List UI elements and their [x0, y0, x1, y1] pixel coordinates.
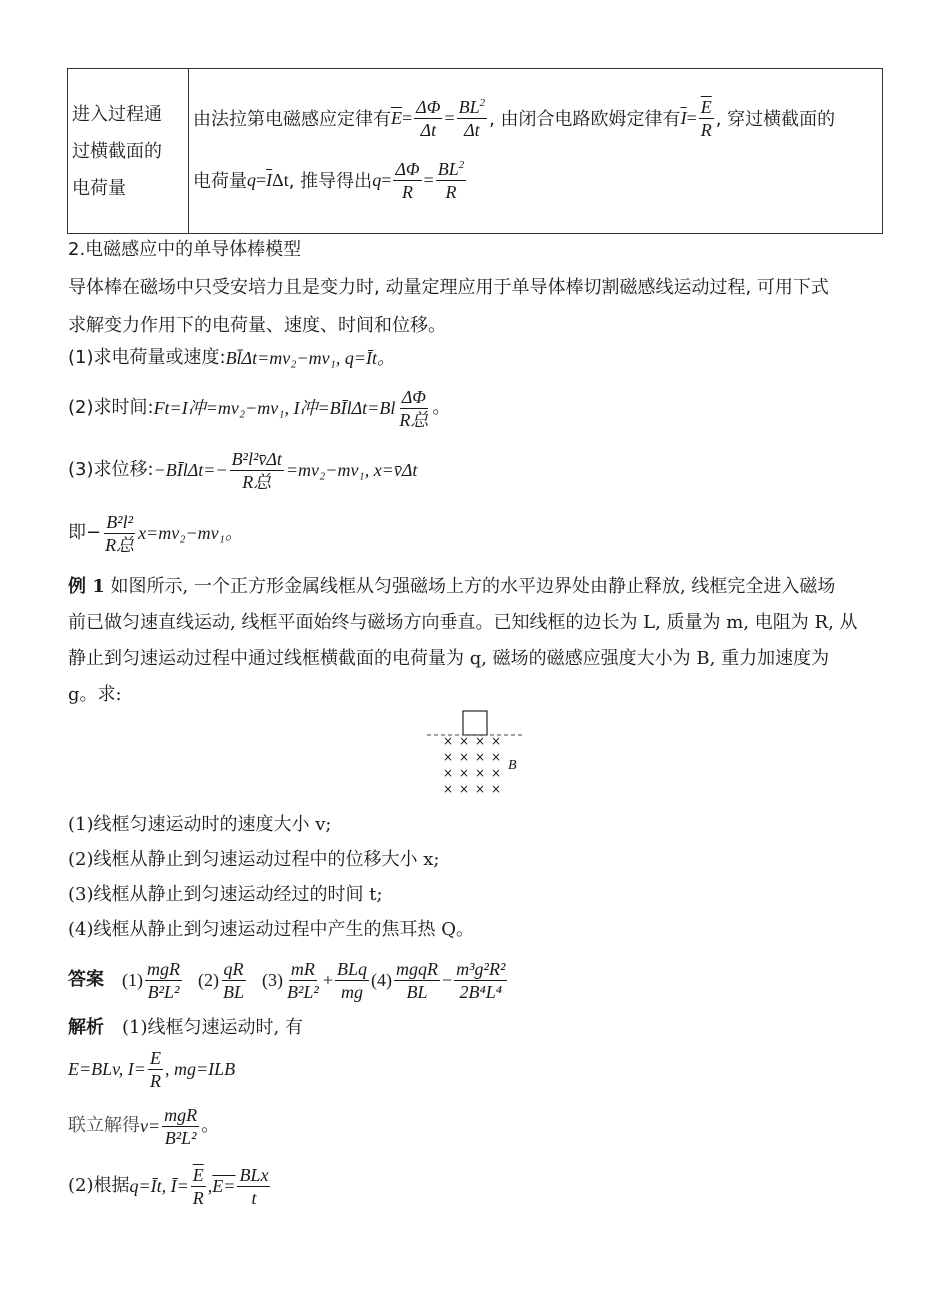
- field-cross: ×: [491, 782, 502, 796]
- equals: =: [686, 107, 697, 128]
- emf-symbol: $\overline{E}$: [391, 107, 402, 128]
- field-cross: ×: [491, 734, 502, 748]
- field-cross: ×: [491, 766, 502, 780]
- current-symbol: $\overline{I}$: [680, 107, 687, 128]
- field-cross: ×: [491, 750, 502, 764]
- fraction: $\frac{\text{m³g²R²}}{\text{2B⁴L⁴}}$: [456, 958, 506, 1002]
- answer-label: 答案: [68, 969, 104, 990]
- text: 由法拉第电磁感应定律有: [193, 109, 391, 130]
- field-cross: ×: [459, 750, 470, 764]
- formula-4: 即− $\frac{\text{B²l²}}{\text{R总}}$ x=mv₂−mv₁。: [68, 511, 243, 555]
- fraction: $\frac{\text{B²l²}}{\text{R总}}$: [105, 511, 135, 555]
- fraction: $\frac{\text{BLq}}{mg}$: [336, 958, 367, 1002]
- text: , 穿过横截面的: [715, 109, 836, 130]
- field-label: B: [508, 758, 517, 773]
- equals: =: [381, 169, 392, 190]
- field-cross: ×: [443, 766, 454, 780]
- analysis-label: 解析: [68, 1017, 104, 1038]
- analysis-line-1: 解析 (1)线框匀速运动时, 有: [68, 1017, 303, 1038]
- analysis-line-3: 联立解得 v= $\frac{\text{mgR}}{\text{B²L²}}$ 。: [68, 1104, 220, 1148]
- answer-line: 答案 (1) $\frac{\text{mgR}}{\text{B²L²}}$ (2) $\frac{qR}{BL}$ (3) $\frac{mR}{\text{B²L²}}$ + $\frac{\text{BLq}}{mg}$ (4) $\frac{\text{mgqR}}{BL}$ − $\frac{\text{m³g²R²}}{\text{2B⁴L⁴}}$: [68, 958, 506, 1002]
- field-cross: ×: [459, 734, 470, 748]
- question-4: (4)线框从静止到匀速运动过程中产生的焦耳热 Q。: [68, 919, 474, 940]
- question-2: (2)线框从静止到匀速运动过程中的位移大小 x;: [68, 849, 440, 870]
- fraction: $\frac{\text{mgqR}}{BL}$: [396, 958, 438, 1002]
- field-cross: ×: [475, 734, 486, 748]
- example-label: 例 1: [68, 576, 105, 597]
- section-heading: 2.电磁感应中的单导体棒模型: [68, 239, 302, 260]
- intro-line: 求解变力作用下的电荷量、速度、时间和位移。: [68, 315, 446, 336]
- fraction: $\frac{\overline{E}}{R}$: [192, 1164, 204, 1208]
- fraction: $\frac{\Delta\Phi}{\text{R总}}$: [399, 386, 429, 430]
- analysis-line-2: E=BLv, I= $\frac{E}{R}$ , mg=ILB: [68, 1047, 236, 1091]
- left-label-line: 进入过程通: [72, 103, 162, 125]
- question-3: (3)线框从静止到匀速运动经过的时间 t;: [68, 884, 383, 905]
- fraction: $\frac{\overline{E}}{R}$: [700, 96, 712, 140]
- field-cross: ×: [443, 782, 454, 796]
- question-1: (1)线框匀速运动时的速度大小 v;: [68, 814, 332, 835]
- fraction: $\frac{\Delta\Phi}{\Delta t}$: [416, 96, 441, 140]
- table-row-1: [193, 89, 881, 147]
- fraction: $\frac{\text{mgR}}{\text{B²L²}}$: [164, 1104, 198, 1148]
- equals: =: [423, 169, 434, 190]
- intro-line: 导体棒在磁场中只受安培力且是变力时, 动量定理应用于单导体棒切割磁感线运动过程, 可用下式: [68, 277, 829, 298]
- table-right-cell: [189, 69, 883, 234]
- equals: =: [256, 169, 267, 190]
- field-cross: ×: [443, 734, 454, 748]
- symbol: $\overline{I}$: [266, 169, 273, 190]
- fraction: $\frac{\text{B²l²v̄Δt}}{\text{R总}}$: [231, 448, 282, 492]
- magnetic-field-diagram: [425, 710, 535, 800]
- text: , 由闭合电路欧姆定律有: [489, 109, 681, 130]
- fraction: $\frac{\text{BLx}}{t}$: [239, 1164, 269, 1208]
- symbol: q: [372, 169, 382, 190]
- equals: =: [402, 107, 413, 128]
- field-cross: ×: [459, 766, 470, 780]
- example-line-3: 静止到匀速运动过程中通过线框横截面的电荷量为 q, 磁场的磁感应强度大小为 B, 重力加速度为: [68, 648, 830, 669]
- field-cross: ×: [459, 782, 470, 796]
- analysis-line-4: (2)根据 q=Īt, Ī= $\frac{\overline{E}}{R}$ , E= $\frac{\text{BLx}}{t}$: [68, 1164, 269, 1208]
- fraction: $\frac{\Delta\Phi}{R}$: [395, 158, 420, 202]
- example-line-1: 例 1 如图所示, 一个正方形金属线框从匀强磁场上方的水平边界处由静止释放, 线框完全进入磁场: [68, 576, 836, 597]
- field-cross: ×: [443, 750, 454, 764]
- equals: =: [444, 107, 455, 128]
- field-cross: ×: [475, 766, 486, 780]
- summary-table: [67, 68, 883, 234]
- fraction: $\frac{BL^2}{R}$: [437, 158, 465, 202]
- formula-3: (3)求位移: −BĪlΔt=− $\frac{\text{B²l²v̄Δt}}{\text{R总}}$ =mv₂−mv₁, x=v̄Δt: [68, 448, 418, 492]
- fraction: $\frac{\text{mgR}}{\text{B²L²}}$: [147, 958, 180, 1002]
- symbol: q: [247, 169, 256, 190]
- left-label-line: 过横截面的: [72, 140, 162, 162]
- field-cross: ×: [475, 750, 486, 764]
- fraction: $\frac{mR}{\text{B²L²}}$: [287, 958, 319, 1002]
- fraction: $\frac{E}{R}$: [149, 1047, 161, 1091]
- example-line-2: 前已做匀速直线运动, 线框平面始终与磁场方向垂直。已知线框的边长为 L, 质量为 m, 电阻为 R, 从: [68, 612, 858, 633]
- wire-frame: [463, 711, 487, 735]
- left-label-line: 电荷量: [72, 177, 126, 199]
- example-line-4: g。求:: [68, 684, 122, 705]
- symbol: Δt: [272, 169, 289, 190]
- fraction: $\frac{qR}{BL}$: [223, 958, 245, 1002]
- text: 电荷量: [193, 171, 247, 192]
- fraction: $\frac{BL^2}{\Delta t}$: [458, 96, 486, 140]
- formula-2: (2)求时间: Ft=I冲=mv₂−mv₁, I冲=BĪlΔt=Bl $\frac{\Delta\Phi}{\text{R总}}$ 。: [68, 386, 451, 430]
- text: , 推导得出: [288, 171, 373, 192]
- table-row-2: [193, 147, 881, 213]
- formula-1: (1)求电荷量或速度: Bl̄Δt=mv₂−mv₁, q=Īt。: [68, 347, 396, 368]
- field-cross: ×: [475, 782, 486, 796]
- table-left-cell: [68, 69, 189, 234]
